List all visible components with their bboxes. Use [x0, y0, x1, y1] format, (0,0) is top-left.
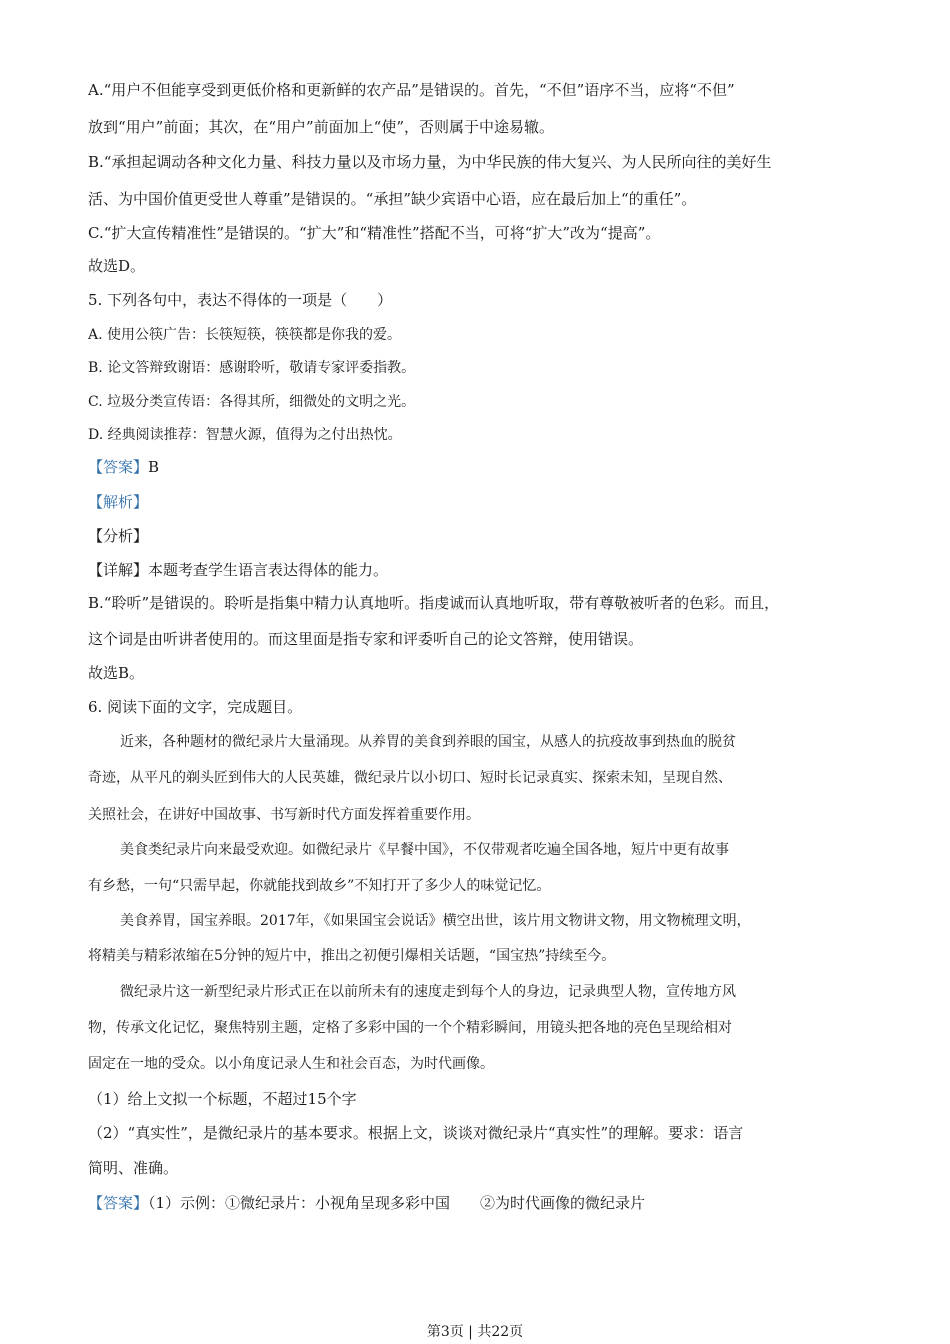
passage-line: 将精美与精彩浓缩在5分钟的短片中，推出之初便引爆相关话题，“国宝热”持续至今。 [88, 948, 616, 964]
option-c: C. 垃圾分类宣传语：各得其所，细微处的文明之光。 [88, 394, 416, 410]
option-d: D. 经典阅读推荐：智慧火源，值得为之付出热忱。 [88, 427, 402, 443]
text-line: B.“承担起调动各种文化力量、科技力量以及市场力量，为中华民族的伟大复兴、为人民所向往的美好生 [88, 153, 772, 171]
passage-line: 美食养胃，国宝养眼。2017年，《如果国宝会说话》横空出世，该片用文物讲文物，用文物梳理文明， [120, 913, 751, 929]
question-6-stem: 6. 阅读下面的文字，完成题目。 [88, 698, 303, 716]
detail-line: 【详解】本题考查学生语言表达得体的能力。 [88, 561, 389, 579]
option-a: A. 使用公筷广告：长筷短筷，筷筷都是你我的爱。 [88, 327, 402, 343]
sub-question-1: （1）给上文拟一个标题，不超过15个字 [88, 1090, 357, 1108]
passage-line: 关照社会，在讲好中国故事、书写新时代方面发挥着重要作用。 [88, 807, 480, 823]
explain-line: 这个词是由听讲者使用的。而这里面是指专家和评委听自己的论文答辩，使用错误。 [88, 630, 644, 648]
answer-line-6 [88, 1193, 870, 1213]
answer-tag: 【答案】 [88, 1194, 149, 1212]
passage-line: 近来，各种题材的微纪录片大量涌现。从养胃的美食到养眼的国宝，从感人的抗疫故事到热血的脱贫 [120, 734, 736, 750]
answer-value: （1）示例：①微纪录片：小视角呈现多彩中国 ②为时代画像的微纪录片 [148, 1194, 646, 1212]
sub-question-2: （2）“真实性”，是微纪录片的基本要求。根据上文，谈谈对微纪录片“真实性”的理解。要求：语言 [88, 1124, 744, 1142]
explain-line: B.“聆听”是错误的。聆听是指集中精力认真地听。指虔诚而认真地听取，带有尊敬被听者的色彩。而且， [88, 594, 780, 612]
text-line: 活、为中国价值更受世人尊重”是错误的。“承担”缺少宾语中心语，应在最后加上“的重任”。 [88, 190, 697, 208]
answer-tag: 【答案】 [88, 458, 149, 476]
answer-value: B [148, 458, 160, 476]
passage-line: 有乡愁，一句“只需早起，你就能找到故乡”不知打开了多少人的味觉记忆。 [88, 878, 551, 894]
fenxi-tag: 【分析】 [88, 527, 149, 545]
analysis-tag: 【解析】 [88, 493, 149, 511]
passage-line: 固定在一地的受众。以小角度记录人生和社会百态，为时代画像。 [88, 1056, 494, 1072]
text-line: A.“用户不但能享受到更低价格和更新鲜的农产品”是错误的。首先，“不但”语序不当，应将“不但” [88, 81, 735, 99]
answer-line [88, 457, 870, 477]
passage-line: 微纪录片这一新型纪录片形式正在以前所未有的速度走到每个人的身边，记录典型人物，宣传地方风 [120, 984, 736, 1000]
conclusion-line: 故选B。 [88, 664, 145, 682]
passage-line: 奇迹，从平凡的剃头匠到伟大的人民英雄，微纪录片以小切口、短时长记录真实、探索未知，呈现自然、 [88, 770, 732, 786]
option-b: B. 论文答辩致谢语：感谢聆听，敬请专家评委指教。 [88, 360, 416, 376]
text-line: C.“扩大宣传精准性”是错误的。“扩大”和“精准性”搭配不当，可将“扩大”改为“提高”。 [88, 224, 661, 242]
passage-line: 美食类纪录片向来最受欢迎。如微纪录片《早餐中国》，不仅带观者吃遍全国各地，短片中更有故事 [120, 842, 729, 858]
text-line: 放到“用户”前面；其次，在“用户”前面加上“使”，否则属于中途易辙。 [88, 118, 555, 136]
sub-question-2-cont: 简明、准确。 [88, 1159, 179, 1177]
question-5-stem: 5. 下列各句中，表达不得体的一项是（ ） [88, 291, 393, 309]
passage-line: 物，传承文化记忆，聚焦特别主题，定格了多彩中国的一个个精彩瞬间，用镜头把各地的亮色呈现给相对 [88, 1020, 732, 1036]
text-line: 故选D。 [88, 257, 146, 275]
page-footer: 第3页 | 共22页 [426, 1324, 524, 1340]
